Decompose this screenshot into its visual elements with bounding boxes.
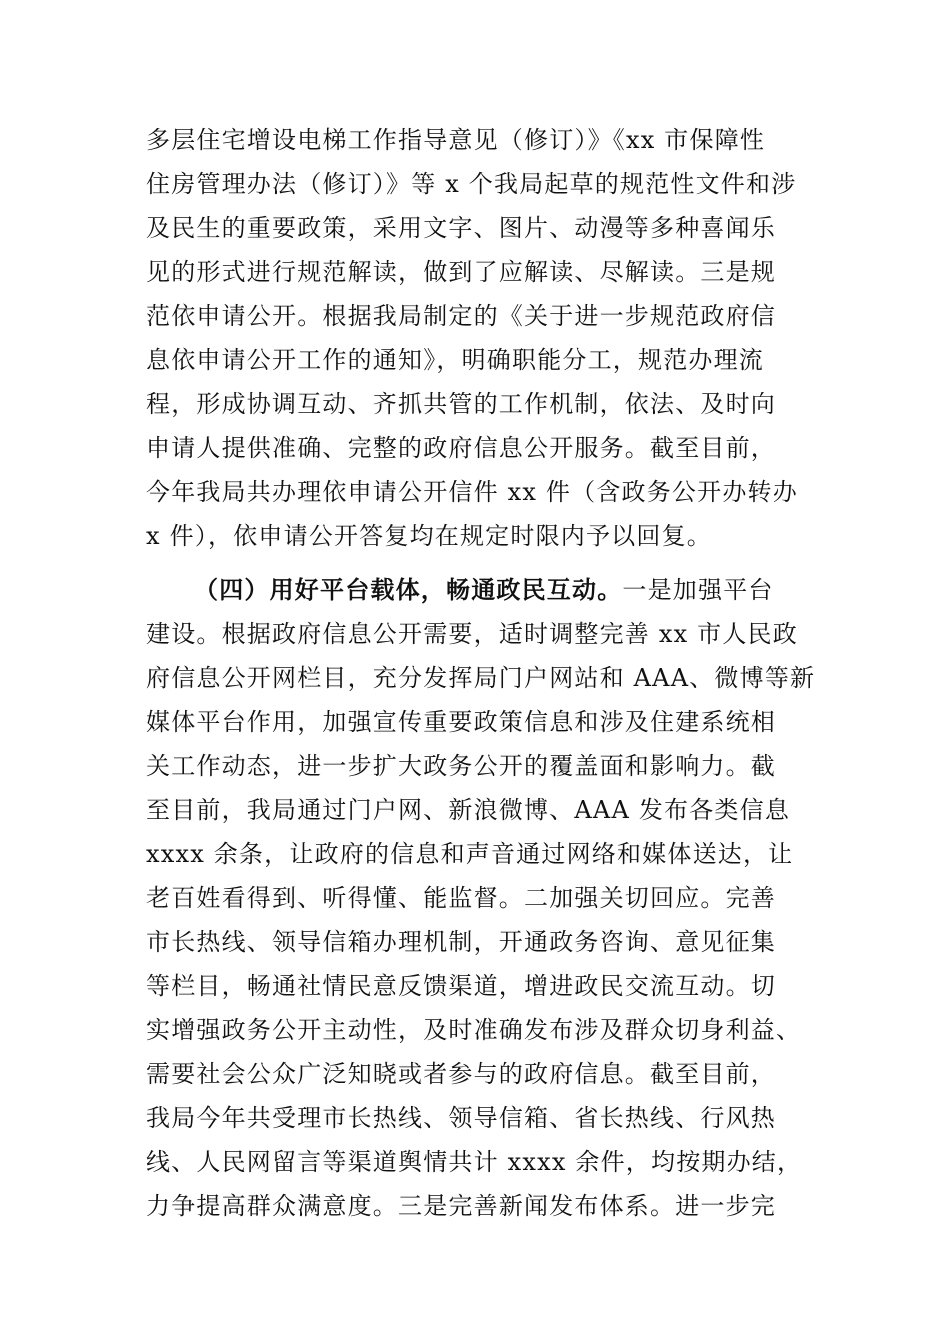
paragraph-line: 住房管理办法（修订）》等 x 个我局起草的规范性文件和涉 bbox=[146, 170, 797, 198]
paragraph-line: 需要社会公众广泛知晓或者参与的政府信息。截至目前， bbox=[146, 1060, 776, 1088]
paragraph-line: 申请人提供准确、完整的政府信息公开服务。截至目前， bbox=[146, 434, 776, 462]
paragraph-line: 范依申请公开。根据我局制定的《关于进一步规范政府信 bbox=[146, 302, 776, 330]
paragraph-line: 程，形成协调互动、齐抓共管的工作机制，依法、及时向 bbox=[146, 390, 776, 418]
paragraph-line: 媒体平台作用，加强宣传重要政策信息和涉及住建系统相 bbox=[146, 708, 776, 736]
paragraph-first-line bbox=[194, 574, 774, 606]
paragraph-line: 线、人民网留言等渠道舆情共计 xxxx 余件，均按期办结， bbox=[146, 1148, 803, 1176]
paragraph-line: x 件），依申请公开答复均在规定时限内予以回复。 bbox=[146, 522, 712, 550]
paragraph-line: 我局今年共受理市长热线、领导信箱、省长热线、行风热 bbox=[146, 1104, 776, 1132]
paragraph-line: 府信息公开网栏目，充分发挥局门户网站和 AAA、微博等新 bbox=[146, 664, 816, 692]
section-heading: （四）用好平台载体，畅通政民互动。 bbox=[194, 575, 623, 604]
paragraph-line: 及民生的重要政策，采用文字、图片、动漫等多种喜闻乐 bbox=[146, 214, 776, 242]
paragraph-line: 多层住宅增设电梯工作指导意见（修订）》《xx 市保障性 bbox=[146, 126, 766, 154]
paragraph-line: 见的形式进行规范解读，做到了应解读、尽解读。三是规 bbox=[146, 258, 776, 286]
paragraph-line: 息依申请公开工作的通知》，明确职能分工，规范办理流 bbox=[146, 346, 764, 374]
paragraph-line-rest: 一是加强平台 bbox=[622, 576, 774, 604]
paragraph-line: 老百姓看得到、听得懂、能监督。二加强关切回应。完善 bbox=[146, 884, 776, 912]
paragraph-line: 至目前，我局通过门户网、新浪微博、AAA 发布各类信息 bbox=[146, 796, 791, 824]
paragraph-line: 实增强政务公开主动性，及时准确发布涉及群众切身利益、 bbox=[146, 1016, 802, 1044]
paragraph-line: xxxx 余条，让政府的信息和声音通过网络和媒体送达，让 bbox=[146, 840, 794, 868]
paragraph-line: 等栏目，畅通社情民意反馈渠道，增进政民交流互动。切 bbox=[146, 972, 776, 1000]
paragraph-line: 力争提高群众满意度。三是完善新闻发布体系。进一步完 bbox=[146, 1192, 776, 1220]
paragraph-line: 市长热线、领导信箱办理机制，开通政务咨询、意见征集 bbox=[146, 928, 776, 956]
paragraph-line: 今年我局共办理依申请公开信件 xx 件（含政务公开办转办 bbox=[146, 478, 798, 506]
paragraph-line: 关工作动态，进一步扩大政务公开的覆盖面和影响力。截 bbox=[146, 752, 776, 780]
paragraph-line: 建设。根据政府信息公开需要，适时调整完善 xx 市人民政 bbox=[146, 620, 798, 648]
